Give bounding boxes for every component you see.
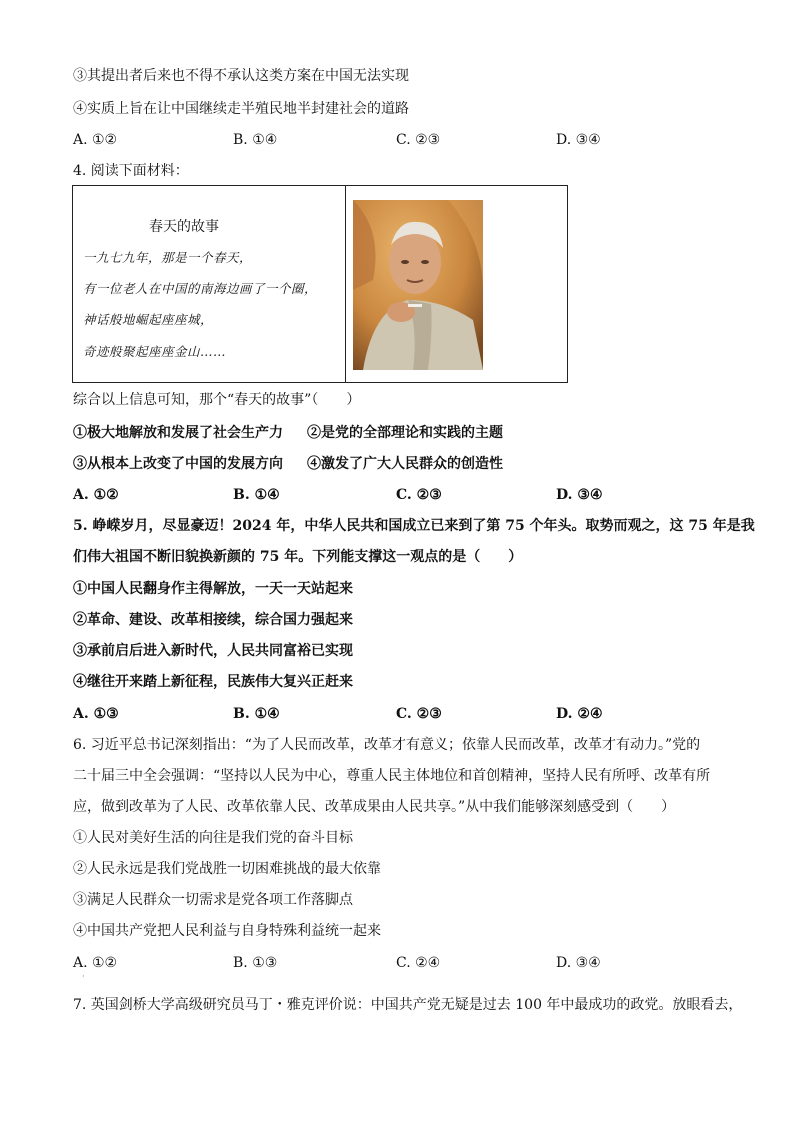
q4-item-3: ③从根本上改变了中国的发展方向 (73, 456, 283, 472)
q3-item-4: ④实质上旨在让中国继续走半殖民地半封建社会的道路 (73, 101, 409, 117)
poem-title: 春天的故事 (149, 219, 219, 235)
q6-option-d[interactable]: D. ③④ (556, 955, 601, 971)
q6-stem-line-3: 应，做到改革为了人民、改革依靠人民、改革成果由人民共享。”从中我们能够深刻感受到（ ） (73, 799, 676, 815)
q6-option-c[interactable]: C. ②④ (396, 955, 441, 971)
q4-stem: 4. 阅读下面材料： (73, 163, 189, 179)
q5-stem-line-1: 5. 峥嵘岁月，尽显豪迈！2024 年，中华人民共和国成立已来到了第 75 个年头。取势而观之，这 75 年是我 (73, 518, 755, 534)
q3-item-3: ③其提出者后来也不得不承认这类方案在中国无法实现 (73, 68, 409, 84)
poem-line: 一九七九年，那是一个春天， (83, 250, 253, 265)
q6-item-2: ②人民永远是我们党战胜一切困难挑战的最大依靠 (73, 861, 381, 877)
q4-material-box (72, 185, 568, 383)
q4-option-d[interactable]: D. ③④ (556, 487, 603, 503)
q6-option-a[interactable]: A. ①② (73, 955, 118, 971)
stray-dot: · (82, 972, 85, 981)
q4-item-4: ④激发了广大人民群众的创造性 (307, 456, 503, 472)
material-divider (345, 186, 346, 382)
q5-item-4: ④继往开来踏上新征程，民族伟大复兴正赶来 (73, 674, 353, 690)
poem-line: 有一位老人在中国的南海边画了一个圈， (83, 281, 318, 296)
q3-option-b[interactable]: B. ①④ (233, 132, 278, 148)
q4-question: 综合以上信息可知，那个“春天的故事”（ ） (73, 392, 361, 408)
q5-item-2: ②革命、建设、改革相接续，综合国力强起来 (73, 612, 353, 628)
q6-option-b[interactable]: B. ①③ (233, 955, 278, 971)
q5-option-a[interactable]: A. ①③ (73, 706, 119, 722)
q4-item-1: ①极大地解放和发展了社会生产力 (73, 425, 283, 441)
q6-item-3: ③满足人民群众一切需求是党各项工作落脚点 (73, 892, 353, 908)
q4-option-c[interactable]: C. ②③ (396, 487, 442, 503)
q5-option-b[interactable]: B. ①④ (233, 706, 280, 722)
q6-item-4: ④中国共产党把人民利益与自身特殊利益统一起来 (73, 923, 381, 939)
q6-stem-line-2: 二十届三中全会强调：“坚持以人民为中心，尊重人民主体地位和首创精神，坚持人民有所呼、改革有所 (73, 768, 711, 784)
portrait-photo (353, 200, 483, 370)
q5-stem-line-2: 们伟大祖国不断旧貌换新颜的 75 年。下列能支撑这一观点的是（ ） (73, 549, 523, 565)
poem-line: 奇迹般聚起座座金山…… (83, 344, 227, 359)
q5-item-1: ①中国人民翻身作主得解放，一天一天站起来 (73, 581, 353, 597)
poem-line: 神话般地崛起座座城， (83, 312, 214, 327)
q7-stem-line-1: 7. 英国剑桥大学高级研究员马丁・雅克评价说：中国共产党无疑是过去 100 年中最成功的政党。放眼看去， (73, 997, 743, 1013)
q5-option-c[interactable]: C. ②③ (396, 706, 442, 722)
q3-option-c[interactable]: C. ②③ (396, 132, 441, 148)
q3-option-a[interactable]: A. ①② (73, 132, 118, 148)
q6-item-1: ①人民对美好生活的向往是我们党的奋斗目标 (73, 830, 353, 846)
q3-option-d[interactable]: D. ③④ (556, 132, 601, 148)
q4-option-a[interactable]: A. ①② (73, 487, 119, 503)
q4-item-2: ②是党的全部理论和实践的主题 (307, 425, 503, 441)
q5-option-d[interactable]: D. ②④ (556, 706, 603, 722)
q6-stem-line-1: 6. 习近平总书记深刻指出：“为了人民而改革，改革才有意义；依靠人民而改革，改革才有动力。”党的 (73, 737, 701, 753)
q4-option-b[interactable]: B. ①④ (233, 487, 280, 503)
q5-item-3: ③承前启后进入新时代，人民共同富裕已实现 (73, 643, 353, 659)
